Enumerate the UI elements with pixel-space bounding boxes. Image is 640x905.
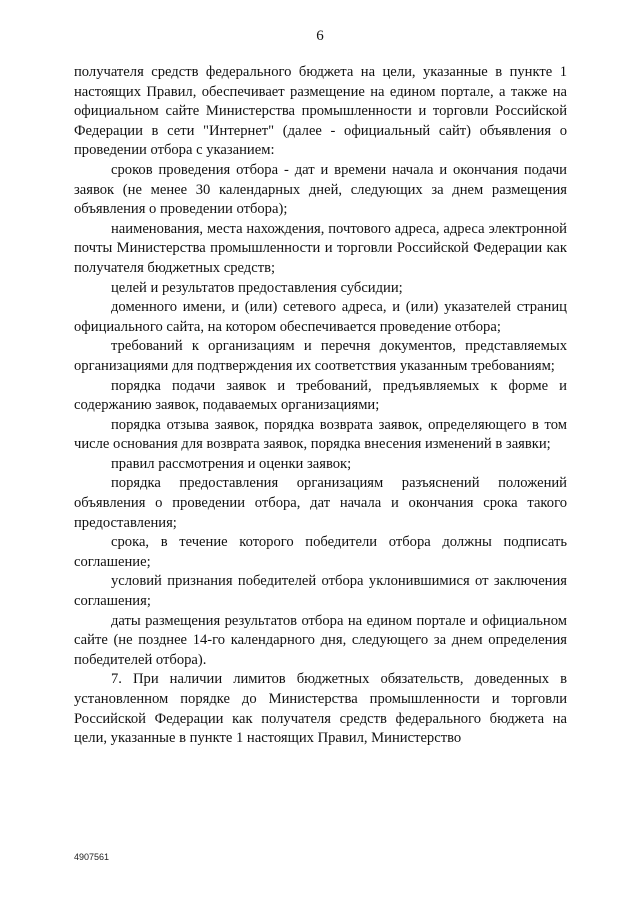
list-item-requirements: требований к организациям и перечня документов, представляемых организациями для подтверждения их соответствия указанным требованиям; — [74, 338, 567, 374]
list-item-goals: целей и результатов предоставления субсидии; — [111, 279, 403, 296]
list-item-deadlines: сроков проведения отбора - дат и времени начала и окончания подачи заявок (не менее 30 календарных дней, следующих за днем размещения объявления о проведении отбора); — [74, 161, 567, 218]
list-item-withdrawal: порядка отзыва заявок, порядка возврата заявок, определяющего в том числе основания для возврата заявок, порядка внесения изменений в заявки; — [74, 416, 567, 453]
list-item-results-date: даты размещения результатов отбора на едином портале и официальном сайте (не позднее 14-го календарного дня, следующего за днем определения победителей отбора). — [74, 612, 567, 668]
list-item-signing-deadline: срока, в течение которого победители отбора должны подписать соглашение; — [74, 534, 567, 570]
paragraph-7: 7. При наличии лимитов бюджетных обязательств, доведенных в установленном порядке до Министерства промышленности и торговли Российской Федерации как получателя средств федерального бюджета на цели, указанные в пункте 1 настоящих Правил, Министерство — [74, 671, 567, 747]
list-item-ministry-address: наименования, места нахождения, почтового адреса, адреса электронной почты Министерства промышленности и торговли Российской Федерации как получателя бюджетных средств; — [74, 220, 567, 276]
list-item-clarifications: порядка предоставления организациям разъяснений положений объявления о проведении отбора, дат начала и окончания срока такого предоставления; — [74, 475, 567, 531]
list-item-review-rules: правил рассмотрения и оценки заявок; — [111, 455, 352, 472]
paragraph-intro: получателя средств федерального бюджета на цели, указанные в пункте 1 настоящих Правил, обеспечивает размещение на едином портале, а также на официальном сайте Министерства промышленности и торговли Российской Федерации в сети "Интернет" (далее - официальный сайт) объявления о проведении отбора с указанием: — [74, 64, 567, 159]
document-footer-id: 4907561 — [74, 852, 110, 862]
list-item-evasion-conditions: условий признания победителей отбора уклонившимися от заключения соглашения; — [74, 573, 567, 610]
page-number: 6 — [316, 28, 324, 44]
document-body — [74, 63, 567, 749]
list-item-submission-order: порядка подачи заявок и требований, предъявляемых к форме и содержанию заявок, подаваемых организациями; — [74, 377, 567, 414]
list-item-domain: доменного имени, и (или) сетевого адреса, и (или) указателей страниц официального сайта, на котором обеспечивается проведение отбора; — [74, 299, 567, 335]
